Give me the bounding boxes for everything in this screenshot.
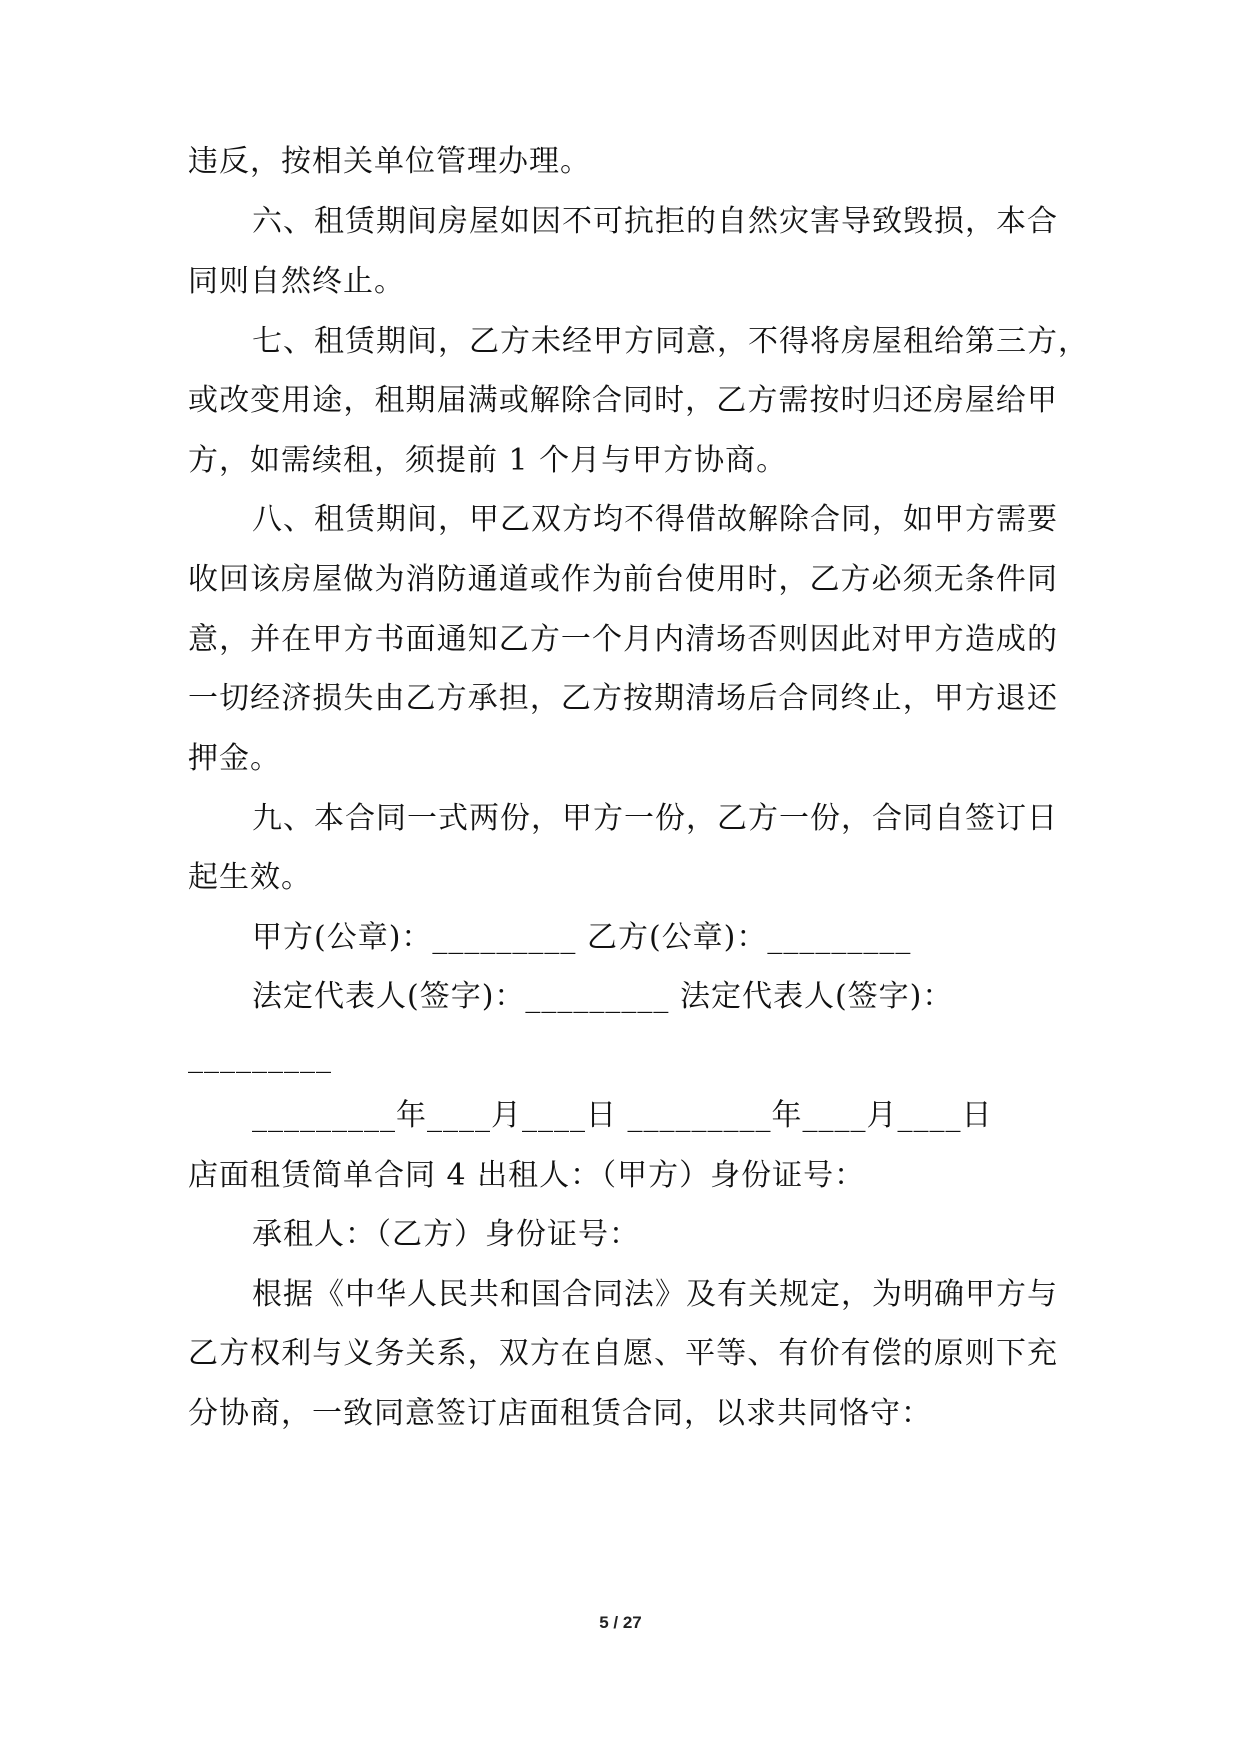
paragraph-line: 或改变用途，租期届满或解除合同时，乙方需按时归还房屋给甲	[188, 383, 1058, 418]
paragraph-line: 一切经济损失由乙方承担，乙方按期清场后合同终止，甲方退还	[188, 681, 1058, 716]
paragraph-line: 分协商，一致同意签订店面租赁合同，以求共同恪守：	[188, 1396, 932, 1431]
paragraph-line: 乙方权利与义务关系，双方在自愿、平等、有价有偿的原则下充	[188, 1336, 1058, 1371]
paragraph-line: 起生效。	[188, 860, 312, 895]
signature-line: 法定代表人(签字)：_________ 法定代表人(签字)：	[252, 979, 954, 1014]
clause-nine-line: 九、本合同一式两份，甲方一份，乙方一份，合同自签订日	[252, 801, 1058, 836]
clause-seven-line: 七、租赁期间，乙方未经甲方同意，不得将房屋租给第三方，	[252, 324, 1089, 359]
seal-line: 甲方(公章)：_________ 乙方(公章)：_________	[252, 920, 912, 955]
paragraph-line: 押金。	[188, 741, 281, 776]
page-number: 5 / 27	[599, 1613, 642, 1632]
paragraph-line: 方，如需续租，须提前 1 个月与甲方协商。	[188, 443, 788, 478]
date-line: _________年____月____日 _________年____月____日	[252, 1098, 993, 1133]
preamble-line: 根据《中华人民共和国合同法》及有关规定，为明确甲方与	[252, 1277, 1058, 1312]
paragraph-line: 同则自然终止。	[188, 264, 405, 299]
paragraph-line: 收回该房屋做为消防通道或作为前台使用时，乙方必须无条件同	[188, 562, 1058, 597]
signature-blank: _________	[188, 1039, 332, 1074]
clause-eight-line: 八、租赁期间，甲乙双方均不得借故解除合同，如甲方需要	[252, 502, 1058, 537]
contract-title-line: 店面租赁简单合同 4 出租人：（甲方）身份证号：	[188, 1158, 866, 1193]
lessee-line: 承租人：（乙方）身份证号：	[252, 1217, 640, 1252]
paragraph-line: 违反，按相关单位管理办理。	[188, 144, 591, 179]
paragraph-line: 意，并在甲方书面通知乙方一个月内清场否则因此对甲方造成的	[188, 622, 1058, 657]
clause-six-line: 六、租赁期间房屋如因不可抗拒的自然灾害导致毁损，本合	[252, 204, 1058, 239]
